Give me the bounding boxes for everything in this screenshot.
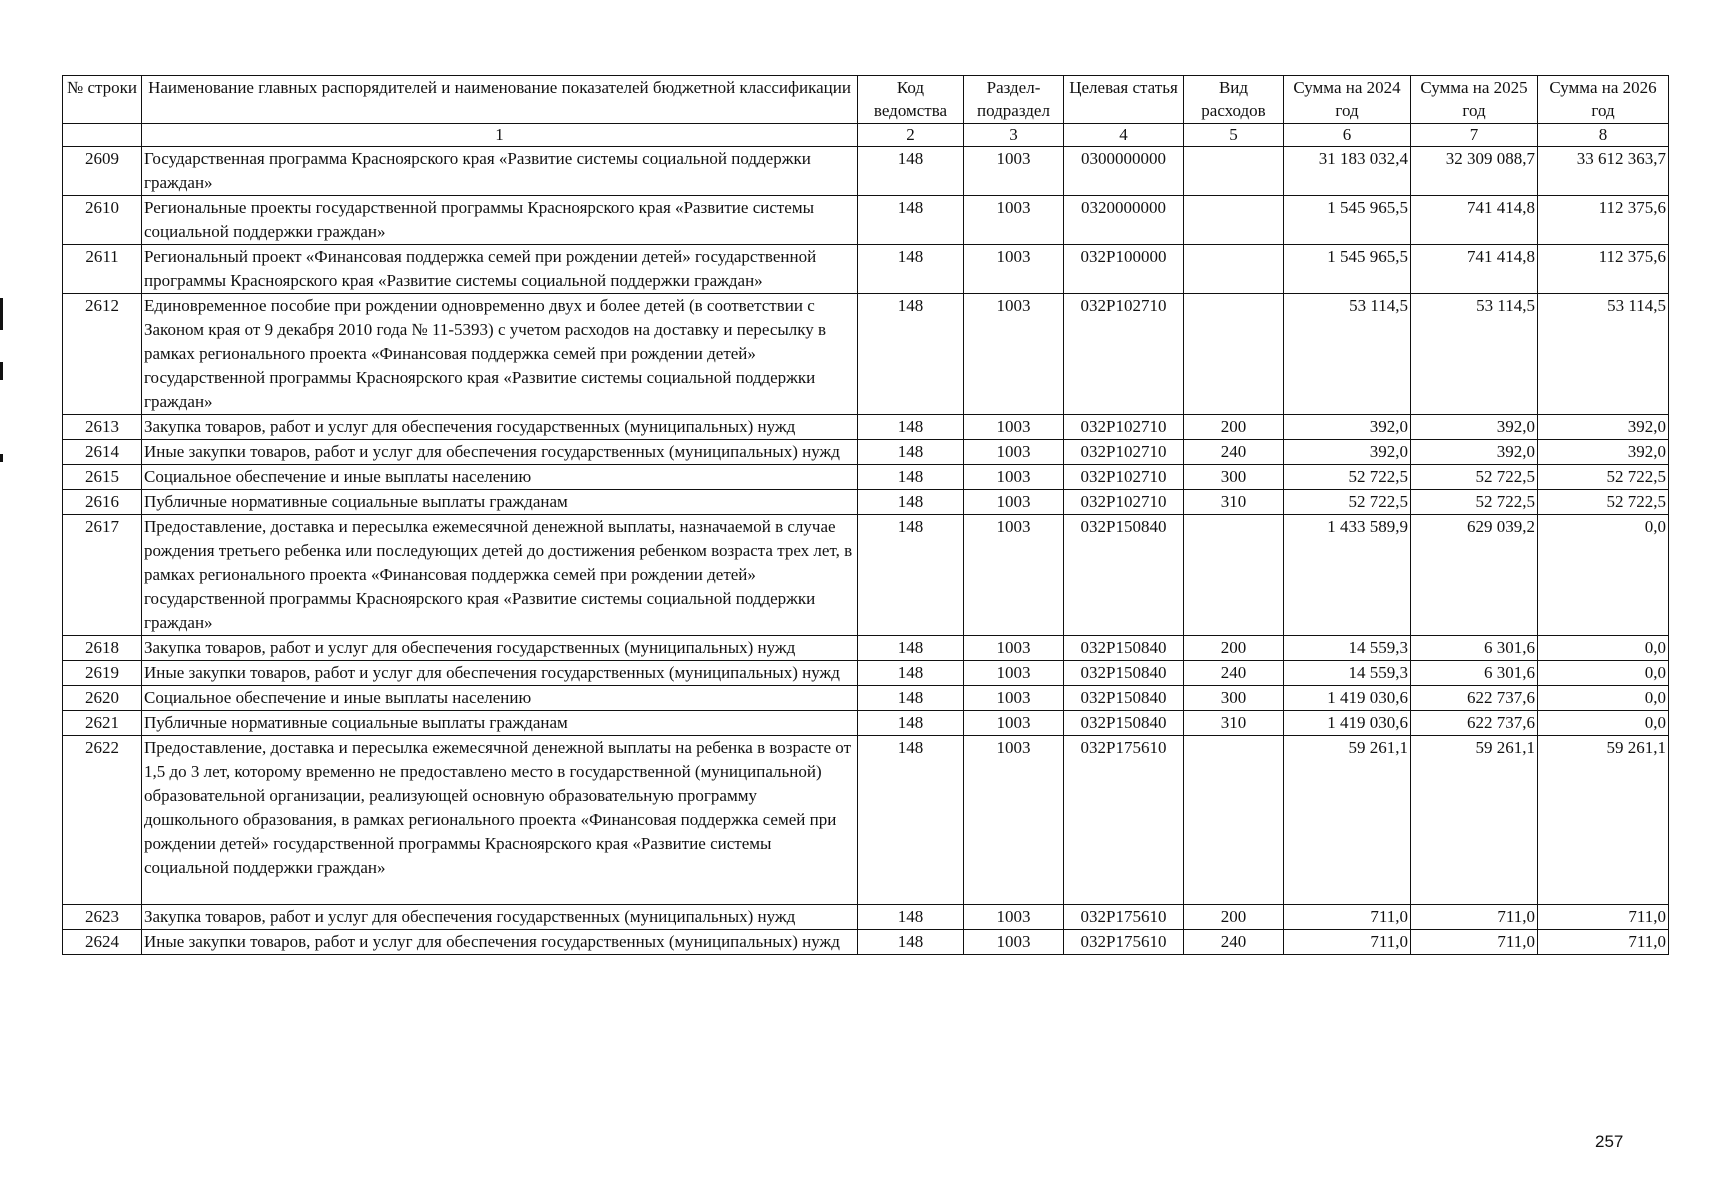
section-code: 1003 <box>964 440 1064 465</box>
row-name: Государственная программа Красноярского края «Развитие системы социальной поддержки граждан» <box>142 147 858 196</box>
sum-2024: 1 419 030,6 <box>1284 711 1411 736</box>
expense-type: 200 <box>1184 905 1284 930</box>
row-number: 2616 <box>63 490 142 515</box>
sum-2024: 392,0 <box>1284 415 1411 440</box>
dept-code: 148 <box>858 415 964 440</box>
sum-2024: 1 545 965,5 <box>1284 196 1411 245</box>
expense-type: 310 <box>1184 490 1284 515</box>
sum-2026: 711,0 <box>1538 905 1669 930</box>
row-name: Иные закупки товаров, работ и услуг для обеспечения государственных (муниципальных) нужд <box>142 440 858 465</box>
table-row <box>63 440 1669 465</box>
dept-code: 148 <box>858 440 964 465</box>
expense-type <box>1184 196 1284 245</box>
row-number: 2621 <box>63 711 142 736</box>
header-sum-2026: Сумма на 2026 год <box>1538 76 1669 124</box>
sum-2026: 711,0 <box>1538 930 1669 955</box>
sum-2026: 112 375,6 <box>1538 196 1669 245</box>
row-number: 2615 <box>63 465 142 490</box>
sum-2026: 112 375,6 <box>1538 245 1669 294</box>
sum-2026: 52 722,5 <box>1538 465 1669 490</box>
page-number: 257 <box>1595 1132 1624 1151</box>
column-number: 5 <box>1184 124 1284 147</box>
sum-2025: 392,0 <box>1411 440 1538 465</box>
row-number: 2618 <box>63 636 142 661</box>
expense-type: 240 <box>1184 661 1284 686</box>
sum-2025: 6 301,6 <box>1411 636 1538 661</box>
dept-code: 148 <box>858 465 964 490</box>
expense-type: 240 <box>1184 440 1284 465</box>
table-row <box>63 930 1669 955</box>
target-article: 032P102710 <box>1064 490 1184 515</box>
row-name: Закупка товаров, работ и услуг для обеспечения государственных (муниципальных) нужд <box>142 905 858 930</box>
table-row <box>63 465 1669 490</box>
table-header-row <box>63 76 1669 124</box>
sum-2026: 33 612 363,7 <box>1538 147 1669 196</box>
sum-2024: 1 419 030,6 <box>1284 686 1411 711</box>
target-article: 032P175610 <box>1064 930 1184 955</box>
sum-2024: 52 722,5 <box>1284 465 1411 490</box>
section-code: 1003 <box>964 905 1064 930</box>
sum-2025: 711,0 <box>1411 905 1538 930</box>
row-name: Региональный проект «Финансовая поддержка семей при рождении детей» государственной программы Красноярского края «Развитие системы социальной поддержки граждан» <box>142 245 858 294</box>
target-article: 032P150840 <box>1064 686 1184 711</box>
sum-2026: 0,0 <box>1538 686 1669 711</box>
row-name: Единовременное пособие при рождении одновременно двух и более детей (в соответствии с Законом края от 9 декабря 2010 года № 11-5393) с учетом расходов на доставку и пересылку в рамках регионального проекта «Финансовая поддержка семей при рождении детей» государственной программы Красноярского края «Развитие системы социальной поддержки граждан» <box>142 294 858 415</box>
sum-2025: 622 737,6 <box>1411 711 1538 736</box>
row-number: 2609 <box>63 147 142 196</box>
row-name: Публичные нормативные социальные выплаты гражданам <box>142 490 858 515</box>
expense-type <box>1184 294 1284 415</box>
sum-2025: 52 722,5 <box>1411 465 1538 490</box>
sum-2026: 0,0 <box>1538 661 1669 686</box>
sum-2026: 392,0 <box>1538 415 1669 440</box>
column-number: 4 <box>1064 124 1184 147</box>
target-article: 032P175610 <box>1064 905 1184 930</box>
row-name: Иные закупки товаров, работ и услуг для обеспечения государственных (муниципальных) нужд <box>142 930 858 955</box>
sum-2026: 52 722,5 <box>1538 490 1669 515</box>
row-name: Иные закупки товаров, работ и услуг для обеспечения государственных (муниципальных) нужд <box>142 661 858 686</box>
sum-2025: 59 261,1 <box>1411 736 1538 905</box>
header-target-article: Целевая статья <box>1064 76 1184 124</box>
dept-code: 148 <box>858 515 964 636</box>
dept-code: 148 <box>858 490 964 515</box>
row-name: Публичные нормативные социальные выплаты гражданам <box>142 711 858 736</box>
scan-artifact <box>0 454 3 462</box>
sum-2024: 1 545 965,5 <box>1284 245 1411 294</box>
dept-code: 148 <box>858 736 964 905</box>
sum-2024: 52 722,5 <box>1284 490 1411 515</box>
section-code: 1003 <box>964 415 1064 440</box>
expense-type: 240 <box>1184 930 1284 955</box>
budget-table <box>62 75 1669 955</box>
section-code: 1003 <box>964 490 1064 515</box>
section-code: 1003 <box>964 636 1064 661</box>
sum-2026: 392,0 <box>1538 440 1669 465</box>
sum-2025: 741 414,8 <box>1411 245 1538 294</box>
dept-code: 148 <box>858 661 964 686</box>
target-article: 032P102710 <box>1064 465 1184 490</box>
column-number: 3 <box>964 124 1064 147</box>
sum-2024: 392,0 <box>1284 440 1411 465</box>
expense-type: 200 <box>1184 415 1284 440</box>
sum-2025: 741 414,8 <box>1411 196 1538 245</box>
sum-2026: 53 114,5 <box>1538 294 1669 415</box>
sum-2026: 0,0 <box>1538 515 1669 636</box>
target-article: 032P150840 <box>1064 661 1184 686</box>
row-number: 2620 <box>63 686 142 711</box>
header-sum-2024: Сумма на 2024 год <box>1284 76 1411 124</box>
target-article: 032P102710 <box>1064 440 1184 465</box>
column-number-row <box>63 124 1669 147</box>
table-row <box>63 711 1669 736</box>
table-row <box>63 905 1669 930</box>
dept-code: 148 <box>858 245 964 294</box>
sum-2025: 629 039,2 <box>1411 515 1538 636</box>
target-article: 0300000000 <box>1064 147 1184 196</box>
row-name: Региональные проекты государственной программы Красноярского края «Развитие системы социальной поддержки граждан» <box>142 196 858 245</box>
expense-type <box>1184 147 1284 196</box>
target-article: 032P150840 <box>1064 636 1184 661</box>
dept-code: 148 <box>858 196 964 245</box>
sum-2024: 53 114,5 <box>1284 294 1411 415</box>
table-row <box>63 636 1669 661</box>
dept-code: 148 <box>858 711 964 736</box>
dept-code: 148 <box>858 686 964 711</box>
section-code: 1003 <box>964 147 1064 196</box>
table-row <box>63 147 1669 196</box>
dept-code: 148 <box>858 147 964 196</box>
header-row-number: № строки <box>63 76 142 124</box>
row-number: 2617 <box>63 515 142 636</box>
section-code: 1003 <box>964 661 1064 686</box>
section-code: 1003 <box>964 736 1064 905</box>
row-number: 2623 <box>63 905 142 930</box>
sum-2025: 711,0 <box>1411 930 1538 955</box>
target-article: 0320000000 <box>1064 196 1184 245</box>
row-number: 2624 <box>63 930 142 955</box>
target-article: 032P175610 <box>1064 736 1184 905</box>
scan-artifact <box>0 362 3 380</box>
row-name: Закупка товаров, работ и услуг для обеспечения государственных (муниципальных) нужд <box>142 415 858 440</box>
row-name: Предоставление, доставка и пересылка ежемесячной денежной выплаты на ребенка в возрасте от 1,5 до 3 лет, которому временно не предоставлено место в государственной (муниципальной) образовательной организации, реализующей основную образовательную программу дошкольного образования, в рамках регионального проекта «Финансовая поддержка семей при рождении детей» государственной программы Красноярского края «Развитие системы социальной поддержки граждан» <box>142 736 858 905</box>
sum-2025: 622 737,6 <box>1411 686 1538 711</box>
section-code: 1003 <box>964 930 1064 955</box>
sum-2024: 711,0 <box>1284 905 1411 930</box>
table-row <box>63 736 1669 905</box>
row-name: Социальное обеспечение и иные выплаты населению <box>142 465 858 490</box>
table-row <box>63 294 1669 415</box>
dept-code: 148 <box>858 636 964 661</box>
table-row <box>63 661 1669 686</box>
row-number: 2610 <box>63 196 142 245</box>
section-code: 1003 <box>964 465 1064 490</box>
sum-2026: 0,0 <box>1538 711 1669 736</box>
expense-type <box>1184 245 1284 294</box>
column-number: 2 <box>858 124 964 147</box>
column-number: 8 <box>1538 124 1669 147</box>
section-code: 1003 <box>964 686 1064 711</box>
sum-2024: 14 559,3 <box>1284 636 1411 661</box>
section-code: 1003 <box>964 294 1064 415</box>
header-name: Наименование главных распорядителей и наименование показателей бюджетной классификации <box>142 76 858 124</box>
sum-2024: 1 433 589,9 <box>1284 515 1411 636</box>
expense-type: 300 <box>1184 465 1284 490</box>
sum-2024: 59 261,1 <box>1284 736 1411 905</box>
sum-2026: 59 261,1 <box>1538 736 1669 905</box>
table-row <box>63 245 1669 294</box>
table-row <box>63 196 1669 245</box>
expense-type: 300 <box>1184 686 1284 711</box>
sum-2024: 711,0 <box>1284 930 1411 955</box>
table-row <box>63 415 1669 440</box>
section-code: 1003 <box>964 245 1064 294</box>
target-article: 032P150840 <box>1064 711 1184 736</box>
table-row <box>63 515 1669 636</box>
dept-code: 148 <box>858 905 964 930</box>
table-row <box>63 686 1669 711</box>
header-section: Раздел-подраздел <box>964 76 1064 124</box>
section-code: 1003 <box>964 515 1064 636</box>
column-number: 7 <box>1411 124 1538 147</box>
row-number: 2619 <box>63 661 142 686</box>
column-number: 1 <box>142 124 858 147</box>
row-number: 2614 <box>63 440 142 465</box>
sum-2025: 53 114,5 <box>1411 294 1538 415</box>
sum-2025: 32 309 088,7 <box>1411 147 1538 196</box>
expense-type <box>1184 515 1284 636</box>
target-article: 032P100000 <box>1064 245 1184 294</box>
sum-2025: 52 722,5 <box>1411 490 1538 515</box>
header-dept-code: Код ведомства <box>858 76 964 124</box>
target-article: 032P102710 <box>1064 294 1184 415</box>
sum-2024: 14 559,3 <box>1284 661 1411 686</box>
column-number: 6 <box>1284 124 1411 147</box>
row-name: Предоставление, доставка и пересылка ежемесячной денежной выплаты, назначаемой в случае рождения третьего ребенка или последующих детей до достижения ребенком возраста трех лет, в рамках регионального проекта «Финансовая поддержка семей при рождении детей» государственной программы Красноярского края «Развитие системы социальной поддержки граждан» <box>142 515 858 636</box>
dept-code: 148 <box>858 294 964 415</box>
header-sum-2025: Сумма на 2025 год <box>1411 76 1538 124</box>
row-name: Закупка товаров, работ и услуг для обеспечения государственных (муниципальных) нужд <box>142 636 858 661</box>
target-article: 032P150840 <box>1064 515 1184 636</box>
sum-2025: 6 301,6 <box>1411 661 1538 686</box>
sum-2025: 392,0 <box>1411 415 1538 440</box>
section-code: 1003 <box>964 711 1064 736</box>
row-name: Социальное обеспечение и иные выплаты населению <box>142 686 858 711</box>
row-number: 2611 <box>63 245 142 294</box>
sum-2024: 31 183 032,4 <box>1284 147 1411 196</box>
table-row <box>63 490 1669 515</box>
expense-type: 200 <box>1184 636 1284 661</box>
row-number: 2612 <box>63 294 142 415</box>
scan-artifact <box>0 298 3 330</box>
target-article: 032P102710 <box>1064 415 1184 440</box>
dept-code: 148 <box>858 930 964 955</box>
header-expense-type: Вид расходов <box>1184 76 1284 124</box>
row-number: 2622 <box>63 736 142 905</box>
expense-type: 310 <box>1184 711 1284 736</box>
expense-type <box>1184 736 1284 905</box>
row-number: 2613 <box>63 415 142 440</box>
sum-2026: 0,0 <box>1538 636 1669 661</box>
section-code: 1003 <box>964 196 1064 245</box>
